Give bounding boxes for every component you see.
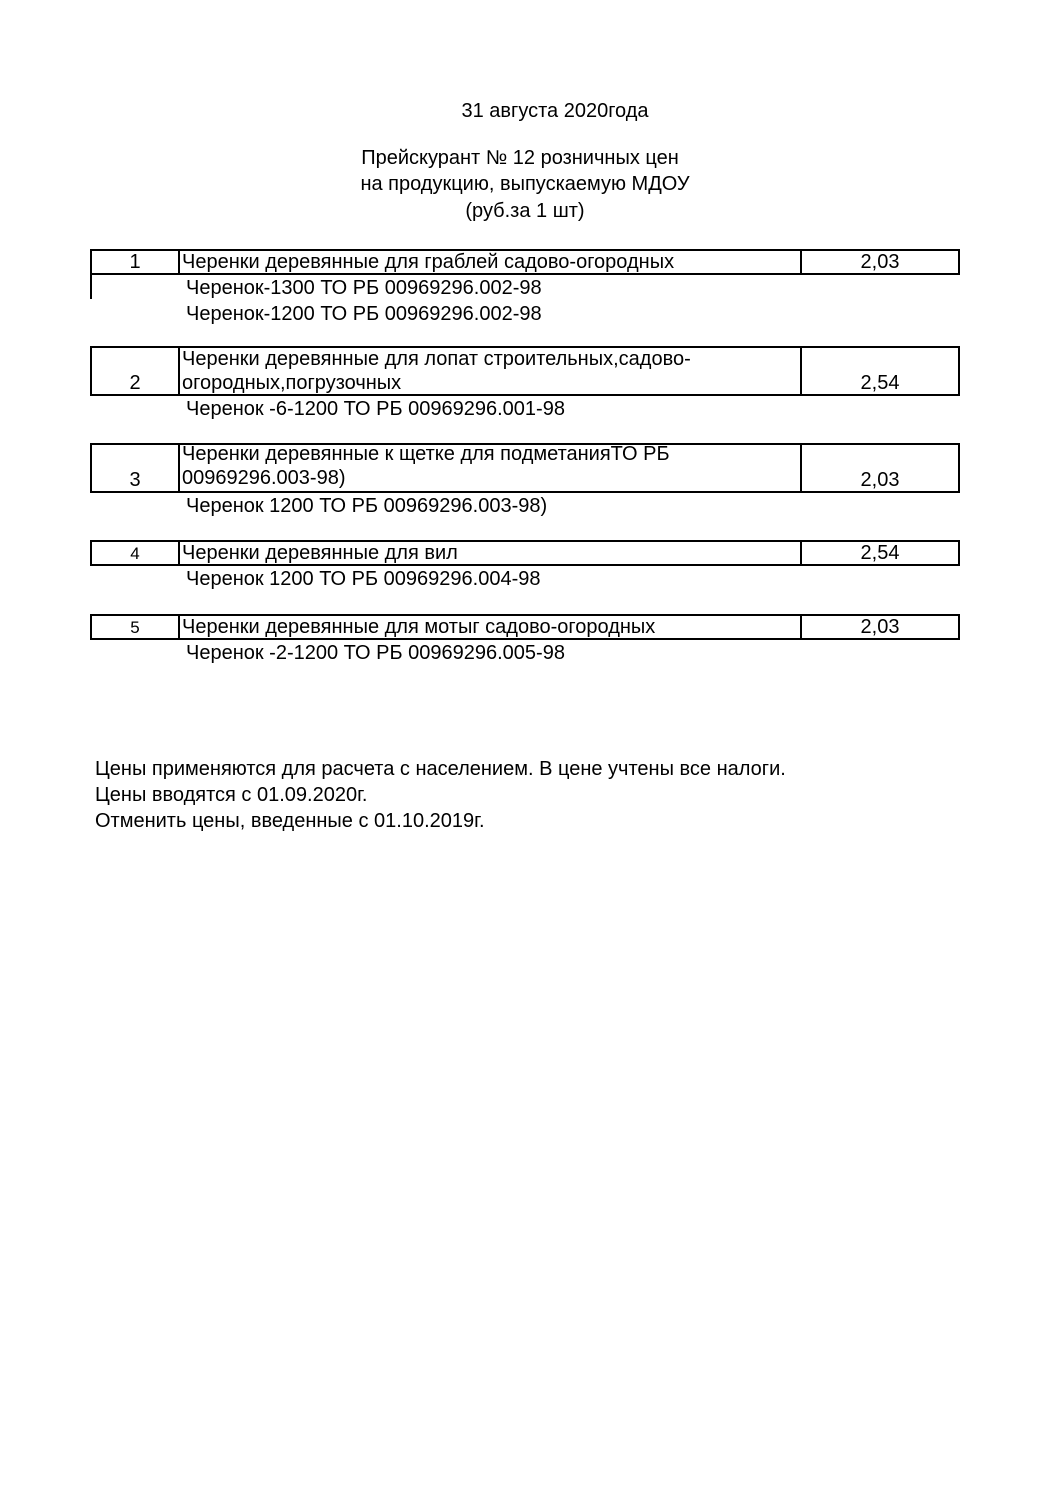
item-3-number: 3 xyxy=(129,469,141,491)
item-1-name: Черенки деревянные для граблей садово-огородных xyxy=(182,251,675,273)
item-5-price: 2,03 xyxy=(860,616,900,638)
item-1-number: 1 xyxy=(129,251,141,273)
footer-note-2: Цены вводятся с 01.09.2020г. xyxy=(95,784,368,806)
item-1-divider-left xyxy=(178,249,180,275)
item-3-name-line2: 00969296.003-98) xyxy=(182,467,346,489)
item-1-variant-2: Черенок-1200 ТО РБ 00969296.002-98 xyxy=(186,303,542,325)
item-2-price: 2,54 xyxy=(860,372,900,394)
item-5-variant-1: Черенок -2-1200 ТО РБ 00969296.005-98 xyxy=(186,642,565,664)
item-5-divider-left xyxy=(178,614,180,640)
item-1-price: 2,03 xyxy=(860,251,900,273)
item-4-price: 2,54 xyxy=(860,542,900,564)
item-2-name-line2: огородных,погрузочных xyxy=(182,372,402,394)
item-4-number: 4 xyxy=(130,544,140,563)
item-3-price: 2,03 xyxy=(860,469,900,491)
document-title-line1: Прейскурант № 12 розничных цен xyxy=(361,147,679,169)
item-2-divider-left xyxy=(178,346,180,396)
item-5-number: 5 xyxy=(130,618,140,637)
item-4-variant-1: Черенок 1200 ТО РБ 00969296.004-98 xyxy=(186,568,541,590)
item-4-name: Черенки деревянные для вил xyxy=(182,542,458,564)
item-4-divider-left xyxy=(178,540,180,566)
item-2-name-line1: Черенки деревянные для лопат строительных,садово- xyxy=(182,348,691,370)
document-title-line3: (руб.за 1 шт) xyxy=(465,200,585,222)
document-title-line2: на продукцию, выпускаемую МДОУ xyxy=(360,173,690,195)
item-1-variant-1: Черенок-1300 ТО РБ 00969296.002-98 xyxy=(186,277,542,299)
item-3-name-line1: Черенки деревянные к щетке для подметанияТО РБ xyxy=(182,443,670,465)
item-3-divider-left xyxy=(178,443,180,493)
footer-note-1: Цены применяются для расчета с населением. В цене учтены все налоги. xyxy=(95,758,786,780)
item-1-left-tick xyxy=(90,273,92,299)
item-2-number: 2 xyxy=(129,372,141,394)
document-date: 31 августа 2020года xyxy=(461,100,649,122)
item-5-name: Черенки деревянные для мотыг садово-огородных xyxy=(182,616,656,638)
item-2-variant-1: Черенок -6-1200 ТО РБ 00969296.001-98 xyxy=(186,398,565,420)
footer-note-3: Отменить цены, введенные с 01.10.2019г. xyxy=(95,810,485,832)
item-3-variant-1: Черенок 1200 ТО РБ 00969296.003-98) xyxy=(186,495,548,517)
